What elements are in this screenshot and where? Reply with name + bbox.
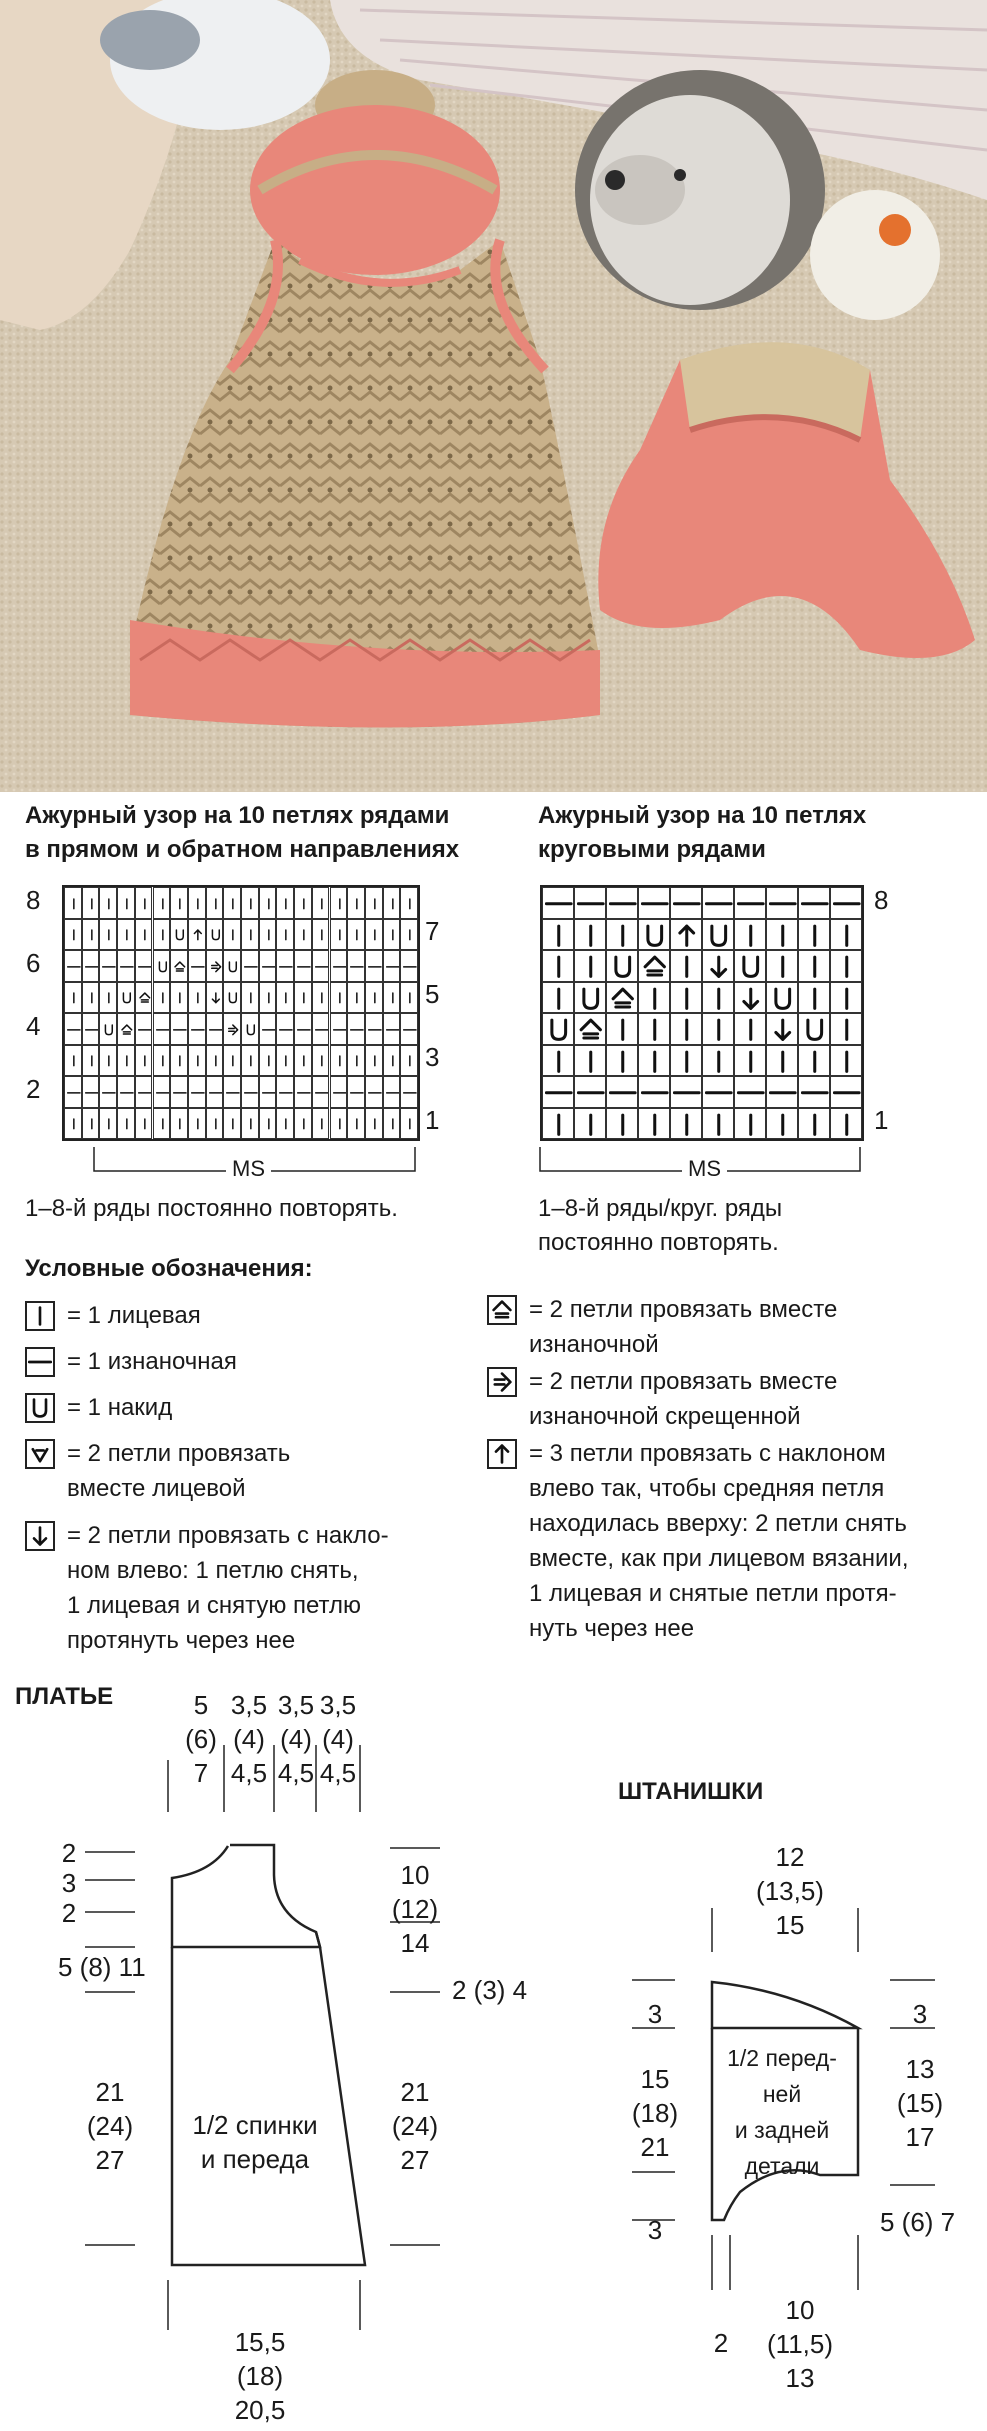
legend-left-knit-2-tog-icon xyxy=(25,1439,55,1469)
legend-title: Условные обозначения: xyxy=(25,1255,313,1282)
pants-left-body: 15 (18) 21 xyxy=(631,2064,679,2162)
chart2-note-line2: постоянно повторять. xyxy=(538,1229,779,1256)
dress-top-col-3: 3,5 (4) 4,5 xyxy=(277,1690,315,1788)
chart1-row-label-1: 1 xyxy=(425,1105,440,1135)
legend-left-decrease-left-icon xyxy=(25,1521,55,1551)
chart1-row-label-2: 2 xyxy=(26,1074,41,1104)
pants-right-body: 13 (15) 17 xyxy=(896,2054,944,2152)
chart1-row-label-4: 4 xyxy=(26,1011,41,1041)
chart1-title-line1: Ажурный узор на 10 петлях рядами xyxy=(25,802,450,829)
chart2-row-label-1: 1 xyxy=(874,1105,889,1135)
dress-left-top-3: 2 xyxy=(61,1898,77,1928)
chart1-row-label-7: 7 xyxy=(425,916,440,946)
legend-left-item-text: = 2 петли провязать вместе лицевой xyxy=(67,1440,291,1502)
pants-right-bottom: 5 (6) 7 xyxy=(880,2207,956,2237)
chart1-row-label-5: 5 xyxy=(425,979,440,1009)
dress-right-body: 21 (24) 27 xyxy=(391,2077,439,2175)
dress-left-top-2: 3 xyxy=(61,1868,77,1898)
dress-top-col-2: 3,5 (4) 4,5 xyxy=(230,1690,268,1788)
chart2-title-line1: Ажурный узор на 10 петлях xyxy=(538,802,867,829)
rapport-brackets xyxy=(0,0,987,1200)
dress-bottom-width: 15,5 (18) 20,5 xyxy=(234,2327,286,2425)
dress-schematic xyxy=(0,1700,560,2420)
chart1-title-line2: в прямом и обратном направлениях xyxy=(25,836,460,863)
chart1-rapport-label: MS xyxy=(226,1156,271,1182)
legend-left-item-text: = 2 петли провязать с накло- ном влево: 1 петлю снять, 1 лицевая и снятую петлю протянуть через нее xyxy=(67,1522,389,1654)
dress-piece-label: 1/2 спинки и переда xyxy=(192,2110,318,2174)
legend-left-item-text: = 1 изнаночная xyxy=(67,1348,237,1375)
chart2-rapport-label: MS xyxy=(682,1156,727,1182)
pants-bottom-width: 10 (11,5) 13 xyxy=(767,2295,833,2393)
dress-top-col-4: 3,5 (4) 4,5 xyxy=(319,1690,357,1788)
legend-right-purl-2-tog-icon xyxy=(487,1295,517,1325)
legend-right-item-text: = 3 петли провязать с наклоном влево так, чтобы средняя петля находилась вверху: 2 петли снять вместе, как при лицевом вязании, 1 лицевая и снятые петли протя- нуть через нее xyxy=(529,1440,909,1642)
pants-left-bottom: 3 xyxy=(647,2215,663,2245)
chart1-row-label-8: 8 xyxy=(26,885,41,915)
pants-title: ШТАНИШКИ xyxy=(618,1778,764,1805)
pants-left-waist: 3 xyxy=(647,1999,663,2029)
legend-right-purl-2-tog-tbl-icon xyxy=(487,1367,517,1397)
chart1-row-label-6: 6 xyxy=(26,948,41,978)
dress-title: ПЛАТЬЕ xyxy=(15,1683,114,1710)
chart2-title-line2: круговыми рядами xyxy=(538,836,766,863)
legend-right-item-text: = 2 петли провязать вместе изнаночной xyxy=(529,1296,838,1358)
pants-bottom-left: 2 xyxy=(713,2328,729,2358)
dress-left-top-1: 2 xyxy=(61,1838,77,1868)
legend-left-knit-icon xyxy=(25,1301,55,1331)
legend-right-decrease-3-icon xyxy=(487,1439,517,1469)
dress-right-shoulder: 2 (3) 4 xyxy=(452,1975,528,2005)
pants-piece-label: 1/2 перед- ней и задней детали xyxy=(727,2045,837,2179)
chart1-row-label-3: 3 xyxy=(425,1042,440,1072)
dress-top-col-1: 5 (6) 7 xyxy=(185,1690,217,1788)
legend-left-item-text: = 1 накид xyxy=(67,1394,173,1421)
legend-left-yarn-over-icon xyxy=(25,1393,55,1423)
pants-top-width: 12 (13,5) 15 xyxy=(756,1842,824,1940)
dress-left-body: 21 (24) 27 xyxy=(86,2077,134,2175)
legend-left-item-text: = 1 лицевая xyxy=(67,1302,201,1329)
chart2-row-label-8: 8 xyxy=(874,885,889,915)
pants-right-waist: 3 xyxy=(912,1999,928,2029)
legend-right-item-text: = 2 петли провязать вместе изнаночной скрещенной xyxy=(529,1368,838,1430)
chart2-note-line1: 1–8-й ряды/круг. ряды xyxy=(538,1195,783,1222)
legend-left-purl-icon xyxy=(25,1347,55,1377)
dress-left-armhole: 5 (8) 11 xyxy=(58,1952,146,1982)
chart1-note: 1–8-й ряды постоянно повторять. xyxy=(25,1195,398,1222)
dress-right-armhole: 10 (12) 14 xyxy=(391,1860,439,1958)
